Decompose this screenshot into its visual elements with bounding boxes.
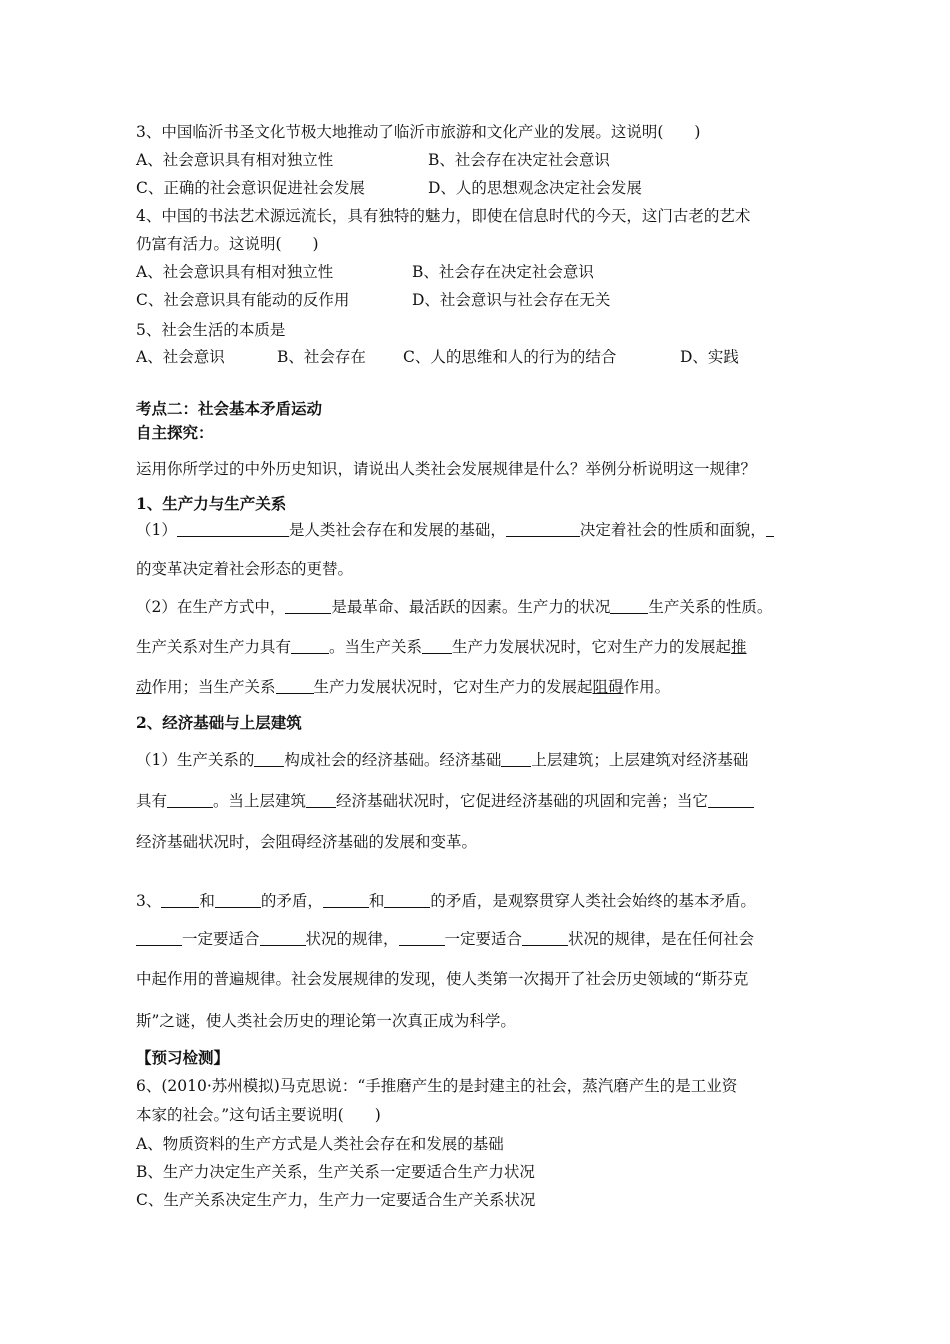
fill-blank[interactable] xyxy=(306,793,336,808)
fill-blank[interactable] xyxy=(254,752,284,767)
q4-options-row2 xyxy=(136,290,610,310)
q4-option-d: D、社会意识与社会存在无关 xyxy=(412,291,611,309)
text: 状况的规律，是在任何社会 xyxy=(568,930,755,948)
fill-blank[interactable] xyxy=(161,893,199,908)
q3-option-d: D、人的思想观念决定社会发展 xyxy=(428,179,642,197)
text: 一定要适合 xyxy=(444,930,523,948)
q4-stem-line1: 4、中国的书法艺术源远流长，具有独特的魅力，即使在信息时代的今天，这门古老的艺术 xyxy=(136,207,751,225)
fill-blank[interactable] xyxy=(708,793,754,808)
fill-blank[interactable] xyxy=(291,639,329,654)
part3-line1 xyxy=(136,891,756,911)
text: 作用。 xyxy=(623,678,671,696)
text: 3、 xyxy=(136,892,162,910)
fill-blank[interactable] xyxy=(285,599,331,614)
q3-option-b: B、社会存在决定社会意识 xyxy=(428,151,610,169)
q3-options-row1 xyxy=(136,150,610,170)
text: 生产力发展状况时，它对生产力的发展起 xyxy=(313,678,593,696)
text: （2）在生产方式中， xyxy=(136,598,286,616)
text: 和 xyxy=(199,892,215,910)
text: 的矛盾， xyxy=(260,892,323,910)
q6-stem-line1: 6、(2010·苏州模拟)马克思说：“手推磨产生的是封建主的社会，蒸汽磨产生的是工业资 xyxy=(136,1077,738,1095)
fill-blank[interactable] xyxy=(522,931,568,946)
q5-options xyxy=(136,347,739,367)
fill-blank[interactable] xyxy=(610,599,648,614)
part3-line2 xyxy=(136,929,754,949)
fill-blank[interactable] xyxy=(506,522,580,537)
text: 是最革命、最活跃的因素。生产力的状况 xyxy=(331,598,611,616)
q6-option-b: B、生产力决定生产关系，生产关系一定要适合生产力状况 xyxy=(136,1163,535,1181)
underlined-answer: 推 xyxy=(731,638,747,656)
text: 。当上层建筑 xyxy=(213,792,307,810)
fill-blank[interactable] xyxy=(276,679,314,694)
underlined-answer: 动 xyxy=(136,678,152,696)
q3-options-row2 xyxy=(136,178,642,198)
text: 决定着社会的性质和面貌， xyxy=(579,521,766,539)
text: （1） xyxy=(136,521,177,539)
text: 作用；当生产关系 xyxy=(151,678,276,696)
text: 状况的规律， xyxy=(305,930,399,948)
part1-line2: 的变革决定着社会形态的更替。 xyxy=(136,560,354,578)
q4-stem-line2: 仍富有活力。这说明( ) xyxy=(136,235,319,253)
q5-option-a: A、社会意识 xyxy=(136,348,225,366)
q3-option-c: C、正确的社会意识促进社会发展 xyxy=(136,179,365,197)
q6-stem-line2: 本家的社会。”这句话主要说明( ) xyxy=(136,1106,381,1124)
text: 生产关系的性质。 xyxy=(648,598,773,616)
text: 经济基础状况时，它促进经济基础的巩固和完善；当它 xyxy=(336,792,709,810)
preview-title: 【预习检测】 xyxy=(136,1048,230,1067)
text: 生产力发展状况时，它对生产力的发展起 xyxy=(452,638,732,656)
fill-blank[interactable] xyxy=(501,752,531,767)
part2-line3: 经济基础状况时，会阻碍经济基础的发展和变革。 xyxy=(136,833,478,851)
q6-option-c: C、生产关系决定生产力，生产力一定要适合生产关系状况 xyxy=(136,1191,536,1209)
self-explore-label: 自主探究： xyxy=(136,423,214,442)
q4-options-row1 xyxy=(136,262,594,282)
fill-blank[interactable] xyxy=(766,522,774,537)
text: （1）生产关系的 xyxy=(136,751,255,769)
text: 。当生产关系 xyxy=(329,638,423,656)
part1-line4 xyxy=(136,637,747,657)
q5-option-b: B、社会存在 xyxy=(277,348,366,366)
q5-stem: 5、社会生活的本质是 xyxy=(136,321,286,339)
part1-title: 1、生产力与生产关系 xyxy=(136,494,287,513)
fill-blank[interactable] xyxy=(384,893,430,908)
part2-line2 xyxy=(136,791,754,811)
part2-title: 2、经济基础与上层建筑 xyxy=(136,713,302,732)
fill-blank[interactable] xyxy=(399,931,445,946)
text: 是人类社会存在和发展的基础， xyxy=(288,521,506,539)
explore-prompt: 运用你所学过的中外历史知识，请说出人类社会发展规律是什么？举例分析说明这一规律？ xyxy=(136,460,757,478)
part3-line3: 中起作用的普遍规律。社会发展规律的发现，使人类第一次揭开了社会历史领域的“斯芬克 xyxy=(136,970,749,988)
text: 和 xyxy=(368,892,385,910)
text: 上层建筑；上层建筑对经济基础 xyxy=(531,751,749,769)
fill-blank[interactable] xyxy=(260,931,306,946)
text: 一定要适合 xyxy=(182,930,260,948)
underlined-answer: 阻碍 xyxy=(592,678,624,696)
q4-option-b: B、社会存在决定社会意识 xyxy=(412,263,594,281)
fill-blank[interactable] xyxy=(215,893,261,908)
section-title: 考点二：社会基本矛盾运动 xyxy=(136,399,323,418)
q4-option-c: C、社会意识具有能动的反作用 xyxy=(136,291,350,309)
fill-blank[interactable] xyxy=(177,522,289,537)
text: 具有 xyxy=(136,792,168,810)
part3-line4: 斯”之谜，使人类社会历史的理论第一次真正成为科学。 xyxy=(136,1012,516,1030)
q5-option-c: C、人的思维和人的行为的结合 xyxy=(403,348,617,366)
q3-option-a: A、社会意识具有相对独立性 xyxy=(136,151,334,169)
text: 生产关系对生产力具有 xyxy=(136,638,292,656)
part1-line3 xyxy=(136,597,772,617)
text: 的矛盾，是观察贯穿人类社会始终的基本矛盾。 xyxy=(430,892,756,910)
part1-line5 xyxy=(136,677,670,697)
part1-line1 xyxy=(136,520,774,540)
q4-option-a: A、社会意识具有相对独立性 xyxy=(136,263,334,281)
fill-blank[interactable] xyxy=(422,639,452,654)
text: 构成社会的经济基础。经济基础 xyxy=(284,751,502,769)
part2-line1 xyxy=(136,750,748,770)
q3-stem: 3、中国临沂书圣文化节极大地推动了临沂市旅游和文化产业的发展。这说明( ) xyxy=(136,123,701,141)
fill-blank[interactable] xyxy=(167,793,213,808)
fill-blank[interactable] xyxy=(136,931,182,946)
fill-blank[interactable] xyxy=(323,893,369,908)
q5-option-d: D、实践 xyxy=(680,348,739,366)
q6-option-a: A、物质资料的生产方式是人类社会存在和发展的基础 xyxy=(136,1135,504,1153)
